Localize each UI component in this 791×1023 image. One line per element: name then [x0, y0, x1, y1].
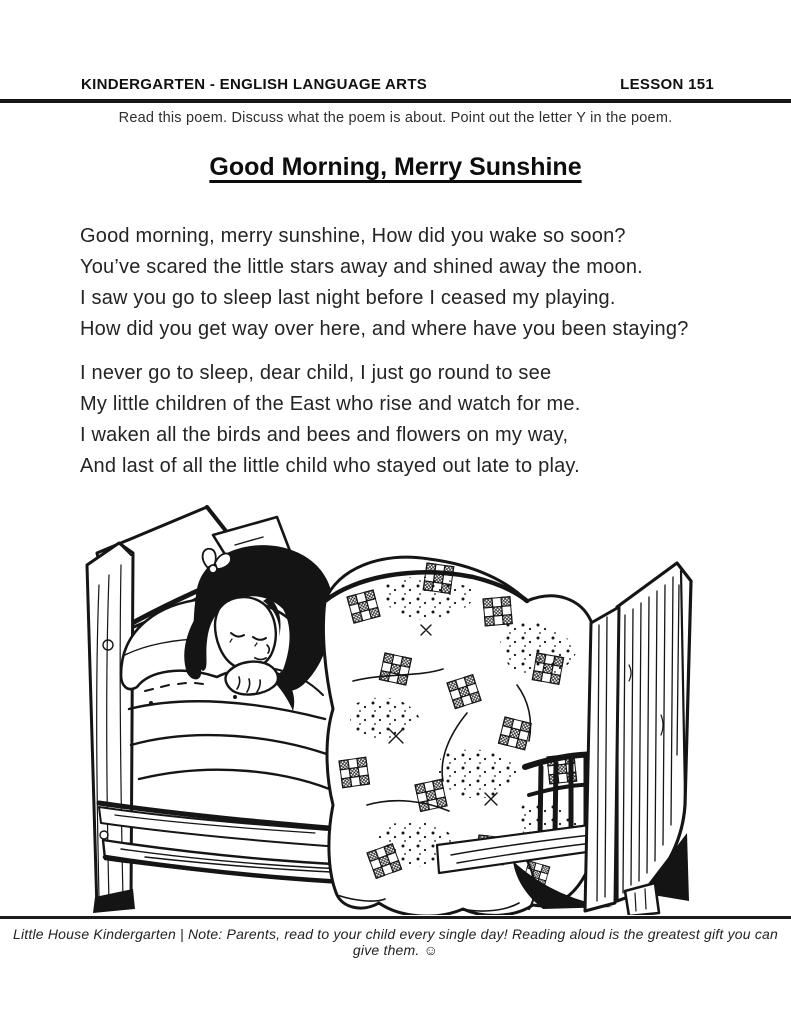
poem [80, 221, 751, 495]
stanza-2 [80, 358, 751, 482]
poem-line: Good morning, merry sunshine, How did you wake so soon? [80, 225, 626, 247]
footer-rule [0, 916, 791, 919]
poem-line: My little children of the East who rise and watch for me. [80, 393, 581, 415]
poem-line: And last of all the little child who stayed out late to play. [80, 455, 580, 477]
footer-note: Little House Kindergarten | Note: Parents, read to your child every single day! Reading aloud is the greatest gift you can give them. ☺ [12, 926, 779, 958]
header-subject: KINDERGARTEN - ENGLISH LANGUAGE ARTS [81, 76, 428, 93]
poem-line: You’ve scared the little stars away and shined away the moon. [80, 256, 643, 278]
poem-line: I saw you go to sleep last night before I ceased my playing. [80, 287, 616, 309]
poem-line: How did you get way over here, and where have you been staying? [80, 318, 689, 340]
poem-line: I waken all the birds and bees and flowers on my way, [80, 424, 569, 446]
poem-line: I never go to sleep, dear child, I just go round to see [80, 362, 552, 384]
bed-illustration [85, 505, 705, 915]
header-rule [0, 99, 791, 103]
stanza-1 [80, 221, 751, 345]
poem-title: Good Morning, Merry Sunshine [209, 153, 582, 181]
header-lesson: LESSON 151 [620, 76, 714, 93]
instruction-text: Read this poem. Discuss what the poem is about. Point out the letter Y in the poem. [118, 110, 673, 126]
hand [226, 662, 278, 695]
page-header [81, 76, 714, 93]
footboard [585, 563, 691, 915]
